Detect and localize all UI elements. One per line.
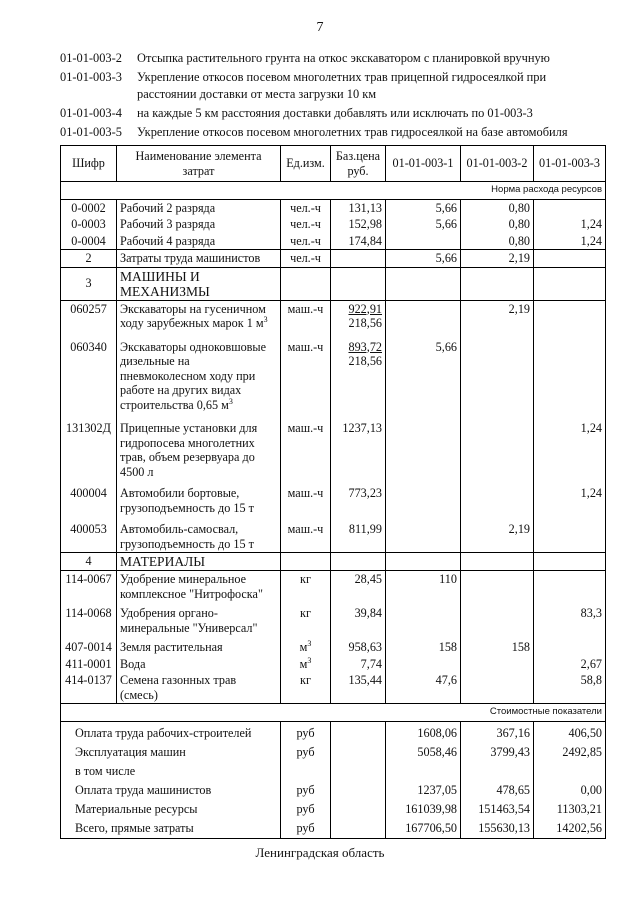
cell-code: 414-0137 [61,672,117,704]
resource-table [60,145,606,839]
summary-c2: 155630,13 [461,819,534,839]
table-row [61,672,606,704]
header-unit: Ед.изм. [281,146,331,182]
cell-c2 [461,672,534,704]
table-header-row [61,146,606,182]
cell-unit: чел.-ч [281,216,331,233]
cell-unit [281,672,331,704]
header-c1: 01-01-003-1 [386,146,461,182]
cell-c2 [461,480,534,516]
summary-row [61,743,606,762]
cell-name: Автомобили бортовые, грузоподъемность до 15 т [117,480,281,516]
summary-c1: 161039,98 [386,800,461,819]
cell-c3 [534,571,606,603]
intro-text: на каждые 5 км расстояния доставки добавлять или исключать по 01-003-3 [137,106,533,120]
section-code: 2 [61,250,117,268]
table-row [61,233,606,250]
region-footer: Ленинградская область [255,845,385,860]
summary-c2: 478,65 [461,781,534,800]
intro-text: Отсыпка растительного грунта на откос экскаватором с планировкой вручную [137,51,550,65]
cell-unit: маш.-ч [281,413,331,480]
cell-c2: 2,19 [461,300,534,332]
intro-text: Укрепление откосов посевом многолетних трав гидросеялкой на базе автомобиля [137,125,568,139]
cell-unit: чел.-ч [281,233,331,250]
cell-c3 [534,267,606,300]
name-text: Экскаваторы одноковшовые дизельные на пневмоколесном ходу при работе на других видах строительства 0,65 м [120,339,267,412]
intro-item [60,124,605,141]
cell-price: 28,45 [331,571,386,603]
name-sup: 3 [263,314,268,324]
cell-unit: маш.-ч [281,300,331,332]
unit-sup: 3 [307,638,312,648]
cell-name: Прицепные установки для гидропосева многолетних трав, объем резервуара до 4500 л [117,413,281,480]
summary-c1: 167706,50 [386,819,461,839]
cell-unit [281,553,331,571]
cell-price: 152,98 [331,216,386,233]
cell-c3: 1,24 [534,233,606,250]
cell-price [331,250,386,268]
table-row [61,216,606,233]
cell-name: Рабочий 4 разряда [117,233,281,250]
cell-c1 [386,516,461,553]
summary-c1 [386,762,461,781]
cell-price: 174,84 [331,233,386,250]
summary-c3 [534,762,606,781]
cell-unit: маш.-ч [281,332,331,414]
intro-code: 01-01-003-3 [60,70,122,84]
table-row [61,300,606,332]
cell-code: 131302Д [61,413,117,480]
cell-c1 [386,413,461,480]
cell-c1: 158 [386,636,461,656]
table-row [61,636,606,656]
header-c3: 01-01-003-3 [534,146,606,182]
cell-c1 [386,656,461,673]
cell-price: 7,74 [331,656,386,673]
cell-c3 [534,636,606,656]
cell-c3 [534,250,606,268]
cell-c1: 5,66 [386,250,461,268]
summary-row [61,721,606,743]
cell-c1: 5,66 [386,332,461,414]
summary-label: Материальные ресурсы [61,800,281,819]
summary-row [61,800,606,819]
cell-unit: маш.-ч [281,480,331,516]
intro-list [60,50,605,143]
cell-c2 [461,553,534,571]
cell-c3 [534,553,606,571]
cell-c2 [461,602,534,636]
cell-price: 135,44 [331,672,386,704]
unit-text: м [299,656,308,671]
intro-item [60,105,605,122]
header-name: Наименование элемента затрат [117,146,281,182]
cell-c2 [461,332,534,414]
cell-c3 [534,199,606,216]
section-row-4 [61,553,606,571]
cell-c3: 58,8 [534,672,606,704]
summary-label: в том числе [61,762,281,781]
cell-name: Рабочий 2 разряда [117,199,281,216]
cell-c2 [461,656,534,673]
summary-unit: руб [281,721,331,743]
cell-c1 [386,233,461,250]
cell-c1: 5,66 [386,216,461,233]
summary-c3: 14202,56 [534,819,606,839]
cell-price: 958,63 [331,636,386,656]
cell-price: 39,84 [331,602,386,636]
summary-c3: 406,50 [534,721,606,743]
cell-unit: маш.-ч [281,516,331,553]
cell-c2: 0,80 [461,233,534,250]
table-row [61,199,606,216]
cell-c1 [386,480,461,516]
summary-c1: 5058,46 [386,743,461,762]
section-name: МАШИНЫ И МЕХАНИЗМЫ [117,267,281,300]
cell-name [117,300,281,332]
header-price: Баз.цена руб. [331,146,386,182]
cell-name: Удобрения органо-минеральные "Универсал" [117,602,281,636]
cell-code: 0-0003 [61,216,117,233]
header-c2: 01-01-003-2 [461,146,534,182]
cell-unit: чел.-ч [281,199,331,216]
summary-c2: 151463,54 [461,800,534,819]
band-row [61,704,606,722]
price-sub: 218,56 [348,354,382,368]
cell-price [331,743,386,762]
section-code: 3 [61,267,117,300]
cell-c3 [534,516,606,553]
cell-name: Семена газонных трав (смесь) [117,672,281,704]
intro-item [60,69,605,103]
band-costs: Стоимостные показатели [61,704,606,722]
cell-code: 114-0067 [61,571,117,603]
unit-sup: 3 [307,655,312,665]
intro-text: Укрепление откосов посевом многолетних трав прицепной гидросеялкой при расстоянии доставки от места загрузки 10 км [137,70,547,101]
cell-c2 [461,571,534,603]
cell-c2: 0,80 [461,199,534,216]
cell-code: 411-0001 [61,656,117,673]
cell-code: 0-0004 [61,233,117,250]
cell-price: 1237,13 [331,413,386,480]
intro-item [60,50,605,67]
cell-code: 400004 [61,480,117,516]
table-row [61,480,606,516]
summary-label: Оплата труда машинистов [61,781,281,800]
cell-c2: 2,19 [461,250,534,268]
summary-unit: руб [281,819,331,839]
cell-code: 060257 [61,300,117,332]
summary-c2 [461,762,534,781]
unit-text: кг [300,673,311,687]
cell-price [331,721,386,743]
unit-text: м [299,640,308,654]
intro-code: 01-01-003-4 [60,106,122,120]
summary-label: Оплата труда рабочих-строителей [61,721,281,743]
summary-label: Всего, прямые затраты [61,819,281,839]
cell-c3 [534,332,606,414]
band-row [61,182,606,200]
cell-price: 131,13 [331,199,386,216]
cell-unit [281,636,331,656]
summary-c2: 367,16 [461,721,534,743]
summary-c2: 3799,43 [461,743,534,762]
summary-c3: 11303,21 [534,800,606,819]
band-resources: Норма расхода ресурсов [61,182,606,200]
cell-c3: 1,24 [534,216,606,233]
cell-price [331,781,386,800]
table-row [61,516,606,553]
cell-code: 114-0068 [61,602,117,636]
cell-price [331,800,386,819]
cell-code: 060340 [61,332,117,414]
cell-code: 400053 [61,516,117,553]
summary-unit: руб [281,800,331,819]
price-sub: 218,56 [348,316,382,330]
cell-unit [281,267,331,300]
summary-c1: 1237,05 [386,781,461,800]
summary-row [61,819,606,839]
cell-unit [281,602,331,636]
cell-code: 407-0014 [61,636,117,656]
table-row [61,571,606,603]
cell-c3: 2,67 [534,656,606,673]
cell-c1: 110 [386,571,461,603]
cell-c1 [386,267,461,300]
cell-c3: 83,3 [534,602,606,636]
name-text: Экскаваторы на гусеничном ходу зарубежных марок 1 м [120,301,266,330]
section-unit: чел.-ч [281,250,331,268]
cell-name: Вода [117,656,281,673]
cell-c1 [386,602,461,636]
cell-name: Автомобиль-самосвал, грузоподъемность до 15 т [117,516,281,553]
cell-c1 [386,553,461,571]
section-row-2 [61,250,606,268]
summary-c3: 2492,85 [534,743,606,762]
cell-name [117,332,281,414]
cell-c2 [461,413,534,480]
section-name: МАТЕРИАЛЫ [117,553,281,571]
table-row [61,656,606,673]
cell-name: Удобрение минеральное комплексное "Нитрофоска" [117,571,281,603]
cell-price [331,819,386,839]
cell-price [331,300,386,332]
unit-text: кг [300,606,311,620]
summary-unit: руб [281,781,331,800]
cell-price [331,762,386,781]
section-row-3 [61,267,606,300]
table-row [61,332,606,414]
name-sup: 3 [228,396,233,406]
cell-c1: 5,66 [386,199,461,216]
intro-code: 01-01-003-5 [60,125,122,139]
summary-label: Эксплуатация машин [61,743,281,762]
cell-unit [281,656,331,673]
unit-text: кг [300,572,311,586]
summary-c1: 1608,06 [386,721,461,743]
summary-unit: руб [281,743,331,762]
summary-row [61,781,606,800]
cell-name: Земля растительная [117,636,281,656]
summary-unit [281,762,331,781]
cell-c2: 0,80 [461,216,534,233]
page-number: 7 [316,20,324,35]
cell-price [331,267,386,300]
cell-unit [281,571,331,603]
cell-price [331,332,386,414]
cell-c3: 1,24 [534,413,606,480]
cell-c2: 2,19 [461,516,534,553]
cell-c1: 47,6 [386,672,461,704]
summary-c3: 0,00 [534,781,606,800]
cell-price: 773,23 [331,480,386,516]
price-main: 922,91 [348,301,382,316]
cell-name: Рабочий 3 разряда [117,216,281,233]
cell-c3 [534,300,606,332]
header-code: Шифр [61,146,117,182]
intro-code: 01-01-003-2 [60,51,122,65]
cell-c2: 158 [461,636,534,656]
section-name: Затраты труда машинистов [117,250,281,268]
price-main: 893,72 [348,339,382,354]
section-code: 4 [61,553,117,571]
summary-row [61,762,606,781]
cell-c2 [461,267,534,300]
cell-code: 0-0002 [61,199,117,216]
table-row [61,602,606,636]
cell-price [331,553,386,571]
cell-c1 [386,300,461,332]
table-row [61,413,606,480]
cell-price: 811,99 [331,516,386,553]
cell-c3: 1,24 [534,480,606,516]
